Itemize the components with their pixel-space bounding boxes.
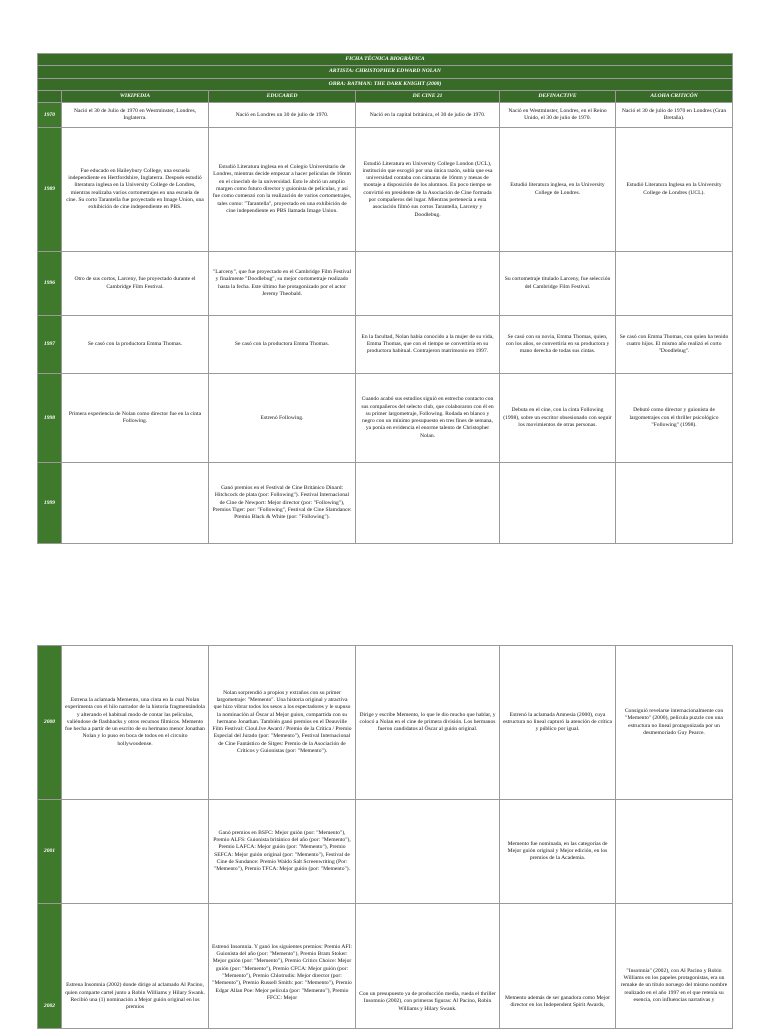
cell-educared: Ganó premios en BSFC: Mejor guión (por: "Memento"), Premio ALFS: Guionista británico del año (por: "Memento"), Premio LAFCA: Mejor guión (por: "Memento"), Premio SEFCA: Mejor guión original (por: "Memento"), Festival de Cine de Sundance: Premio Waldo Salt Screenwriting (Por: "Memento"), Premio TFCA: Mejor guión (por: "Memento").: [209, 800, 356, 904]
cell-aloha-criticon: [616, 463, 733, 544]
sheet-title: FICHA TÉCNICA BIOGRÁFICA: [38, 54, 733, 66]
year-cell: 2000: [38, 646, 62, 800]
biography-sheet-page-1: [37, 53, 733, 544]
cell-decine21: Cuando acabó sus estudios siguió en estrecho contacto con sus compañeros del selecto club, que colaboraron con él en su primer largometraje, Following. Rodada en blanco y negro con un mínimo presupuesto en tres fines de semana, ya ponía en evidencia el enorme talento de Christopher Nolan.: [356, 374, 500, 463]
year-cell: 1998: [38, 374, 62, 463]
cell-aloha-criticon: Estudió Literatura Inglesa en la University College de Londres (UCL).: [616, 128, 733, 252]
cell-aloha-criticon: [616, 800, 733, 904]
cell-wikipedia: Se casó con la productora Emma Thomas.: [62, 316, 209, 374]
year-cell: 1999: [38, 463, 62, 544]
cell-definactive: Su cortometraje titulado Larceny, fue selección del Cambridge Film Festival.: [500, 252, 616, 316]
table-row: [38, 103, 733, 128]
cell-educared: Nolan sorprendió a propios y extraños con su primer largometraje: "Memento". Una historia original y atractiva que hizo vibrar todos los sesos a los espectadores y le supuso la nominación al Óscar al Mejor guion, compartida con su hermano Jonathan. También ganó premios en el Deauville Film Festival: Cioul.Ive Award / Premio de la Crítica / Premio Especial del Jurado (por: "Memento"), Festival Internacional de Cine Fantástico de Sitges: Premio de la Asociación de Críticos y Guionistas (por: "Memento").: [209, 646, 356, 800]
cell-wikipedia: [62, 800, 209, 904]
cell-educared: Estrenó Following.: [209, 374, 356, 463]
cell-aloha-criticon: [616, 252, 733, 316]
cell-wikipedia: Primera experiencia de Nolan como director fue en la cinta Following.: [62, 374, 209, 463]
cell-wikipedia: Nació el 30 de Julio de 1970 en Westminster, Londres, Inglaterra.: [62, 103, 209, 128]
cell-wikipedia: Otro de sus cortos, Larceny, fue proyectado durante el Cambridge Film Festival.: [62, 252, 209, 316]
table-row: [38, 128, 733, 252]
cell-definactive: Estudió literatura inglesa, en la University College de Londres.: [500, 128, 616, 252]
column-header-year: [38, 90, 62, 102]
year-cell: 1997: [38, 316, 62, 374]
cell-definactive: Debuta en el cine, con la cinta Following (1998), sobre un escritor obsesionado con seguir los movimientos de otras personas.: [500, 374, 616, 463]
cell-definactive: Memento fue nominada, en las categorías de Mejor guión original y Mejor edición, en los premios de la Academia.: [500, 800, 616, 904]
cell-decine21: Estudió Literatura en University College London (UCL), institución que escogió por una única razón, subía que esa universidad contaba con cámaras de 16mm y mesas de montaje a disposición de los alumnos. En poco tiempo se convirtió en presidente de la Asociación de Cine formada por compañeros del lugar. Mientras pertenecía a esta asociación filmó sus cortos Tarantella, Larceny y Doodlebug.: [356, 128, 500, 252]
table-row: [38, 646, 733, 800]
table-row: [38, 252, 733, 316]
cell-decine21: [356, 800, 500, 904]
cell-decine21: Nació en la capital británica, el 30 de julio de 1970.: [356, 103, 500, 128]
column-header-educared: EDUCARED: [209, 90, 356, 102]
cell-wikipedia: Estrena la aclamada Memento, una cinta en la cual Nolan experimenta con el hilo narrador de la historia fragmentándola y alterando el habitual modo de contar las películas, valiéndose de flashbacks y otros recursos fílmicos. Memento fue hecha a partir de un escrito de su hermano menor Jonathan Nolan y lo puso en boca de todos en el circuito hollywoodense.: [62, 646, 209, 800]
cell-definactive: Se casó con su novia, Emma Thomas, quien, con los años, se convertiría en su productora y mano derecha de todas sus cintas.: [500, 316, 616, 374]
cell-educared: Estudió Literatura inglesa en el Colegio Universitario de Londres, mientras decide empezar a hacer películas de 16mm en el cineclub de la universidad. Esto le abrió un amplio margen como futuro director y guionista de películas, y así fue como comenzó con la realización de varios cortometrajes, tales como: "Tarantella", proyectado en una exhibición de cine independiente en PBS llamada Image Union.: [209, 128, 356, 252]
cell-decine21: En la facultad, Nolan había conocido a la mujer de su vida, Emma Thomas, que con el tiempo se convertiría en su productora habitual. Contrajeron matrimonio en 1997.: [356, 316, 500, 374]
table-row: [38, 800, 733, 904]
table-row: [38, 374, 733, 463]
cell-definactive: Nació en Westminster, Londres, en el Reino Unido, el 30 de julio de 1970.: [500, 103, 616, 128]
cell-decine21: Dirige y escribe Memento, lo que le dio mucho que hablar, y colocó a Nolan en el cine de primera división. Los hermanos fueron candidatos al Óscar al guión original.: [356, 646, 500, 800]
cell-educared: Estrenó Insomnia. Y ganó los siguientes premios: Premio AFI: Guionista del año (por: "Memento"), Premio Bram Stoker: Mejor guión (por: "Memento"), Premio Critics Choice: Mejor guión (por: "Memento"), Premio CFCA: Mejor guión (por: "Memento"), Premio Chlotrudis: Mejor director (por: "Memento"), Premio Russell Smith: por: "Memento"), Premio Edgar Allan Poe: Mejor película (por: "Memento"), Premio FFCC: Mejor: [209, 904, 356, 1029]
cell-aloha-criticon: Debutó como director y guionista de largometrajes con el thriller psicológico "Following" (1998).: [616, 374, 733, 463]
year-cell: 1996: [38, 252, 62, 316]
cell-aloha-criticon: Consiguió revelarse internacionalmente con "Memento" (2000), película puzzle con una estructura no lineal protagonizada por un desmemoriado Guy Pearce.: [616, 646, 733, 800]
cell-wikipedia: Estrena Insomnia (2002) donde dirige al aclamado Al Pacino, quien comparte cartel junto a Robin Williams y Hilary Swank. Recibió una (1) nominación a Mejor guión original en los premios: [62, 904, 209, 1029]
year-cell: 2002: [38, 904, 62, 1029]
cell-decine21: [356, 252, 500, 316]
column-header-decine21: DE CINE 21: [356, 90, 500, 102]
biography-sheet-page-2: [37, 645, 733, 1029]
column-header-definactive: DEFINACTIVE: [500, 90, 616, 102]
table-row: [38, 904, 733, 1029]
cell-aloha-criticon: Se casó con Emma Thomas, con quien ha tenido cuatro hijos. El mismo año realizó el corto "Doodlebug".: [616, 316, 733, 374]
sheet-artist: ARTISTA: CHRISTOPHER EDWARD NOLAN: [38, 66, 733, 78]
year-cell: 1989: [38, 128, 62, 252]
year-cell: 1970: [38, 103, 62, 128]
table-row: [38, 463, 733, 544]
table-row: [38, 316, 733, 374]
sheet-work: OBRA: BATMAN: THE DARK KNIGHT (2008): [38, 78, 733, 90]
cell-definactive: [500, 463, 616, 544]
cell-educared: Ganó premios en el Festival de Cine Británico Dinard: Hitchcock de plata (por: Following"). Festival Internacional de Cine de Newport: Mejor director (por: "Following"), Premios Tiger: por: "Following", Festival de Cine Slamdance: Premio Black & White (por: "Following").: [209, 463, 356, 544]
cell-decine21: Con un presupuesto ya de producción media, rueda el thriller Insomnio (2002), con primeras figuras: Al Pacino, Robin Williams y Hilary Swank.: [356, 904, 500, 1029]
cell-decine21: [356, 463, 500, 544]
cell-educared: Nació en Londres un 30 de julio de 1970.: [209, 103, 356, 128]
cell-educared: Se casó con la productora Emma Thomas.: [209, 316, 356, 374]
cell-definactive: Memento además de ser ganadora como Mejor director en los Independent Spirit Awards,: [500, 904, 616, 1029]
year-cell: 2001: [38, 800, 62, 904]
cell-definactive: Estrenó la aclamada Amnesia (2000), cuya estructura no lineal capturó la atención de crítica y público por igual.: [500, 646, 616, 800]
cell-wikipedia: [62, 463, 209, 544]
cell-educared: "Larceny", que fue proyectado en el Cambridge Film Festival y finalmente "Doodlebug", su mejor cortometraje realizado hasta la fecha. Este último fue protagonizado por el actor Jeremy Theobald.: [209, 252, 356, 316]
column-header-aloha-criticon: ALOHA CRITICÓN: [616, 90, 733, 102]
cell-aloha-criticon: Nació el 30 de julio de 1970 en Londres (Gran Bretaña).: [616, 103, 733, 128]
column-header-wikipedia: WIKIPEDIA: [62, 90, 209, 102]
cell-wikipedia: Fue educado en Haileybury College, una escuela independiente en Hertfordshire, Inglaterra. Después estudió literatura inglesa en la University College de Londres, mientras realizaba varios cortometrajes en una escuela de cine. Su corto Tarantella fue proyectado en Image Union, una exhibición de cine independiente en PBS.: [62, 128, 209, 252]
cell-aloha-criticon: "Insomnia" (2002), con Al Pacino y Robin Williams en los papeles protagonistas, era un remake de un título noruego del mismo nombre realizado en el año 1997 en el que retenía su esencia, con influencias narrativas y: [616, 904, 733, 1029]
